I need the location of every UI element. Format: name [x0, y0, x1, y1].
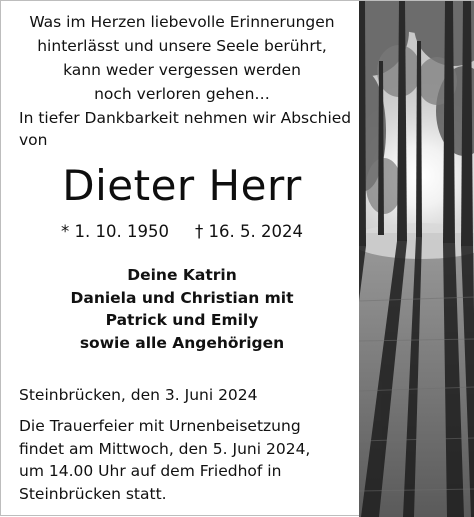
poem-line: kann weder vergessen werden [63, 61, 301, 79]
mourner-line: Daniela und Christian mit [70, 288, 294, 307]
trees-sunlight-photo [359, 1, 474, 517]
deceased-name: Dieter Herr [62, 161, 302, 210]
mourner-line: Patrick und Emily [105, 311, 259, 329]
place-and-date: Steinbrücken, den 3. Juni 2024 [19, 386, 258, 404]
mourners-list [9, 264, 355, 354]
intro-line: In tiefer Dankbarkeit nehmen wir Abschied [19, 109, 352, 127]
death-date: † 16. 5. 2024 [195, 222, 303, 241]
farewell-intro [19, 107, 357, 151]
life-dates [9, 221, 355, 243]
funeral-service-info [19, 415, 357, 505]
birth-date: * 1. 10. 1950 [61, 222, 169, 241]
service-line: Steinbrücken statt. [19, 484, 167, 503]
poem-line: noch verloren gehen… [94, 85, 270, 103]
text-column [1, 1, 359, 517]
service-line: findet am Mittwoch, den 5. Juni 2024, [19, 439, 311, 458]
poem [9, 10, 355, 106]
service-line: um 14.00 Uhr auf dem Friedhof in [19, 462, 282, 480]
intro-line: von [19, 131, 48, 149]
poem-line: hinterlässt und unsere Seele berührt, [37, 37, 327, 55]
mourner-line: sowie alle Angehörigen [79, 333, 285, 352]
poem-line: Was im Herzen liebevolle Erinnerungen [29, 13, 335, 31]
service-line: Die Trauerfeier mit Urnenbeisetzung [19, 417, 301, 435]
mourner-line: Deine Katrin [127, 266, 237, 284]
